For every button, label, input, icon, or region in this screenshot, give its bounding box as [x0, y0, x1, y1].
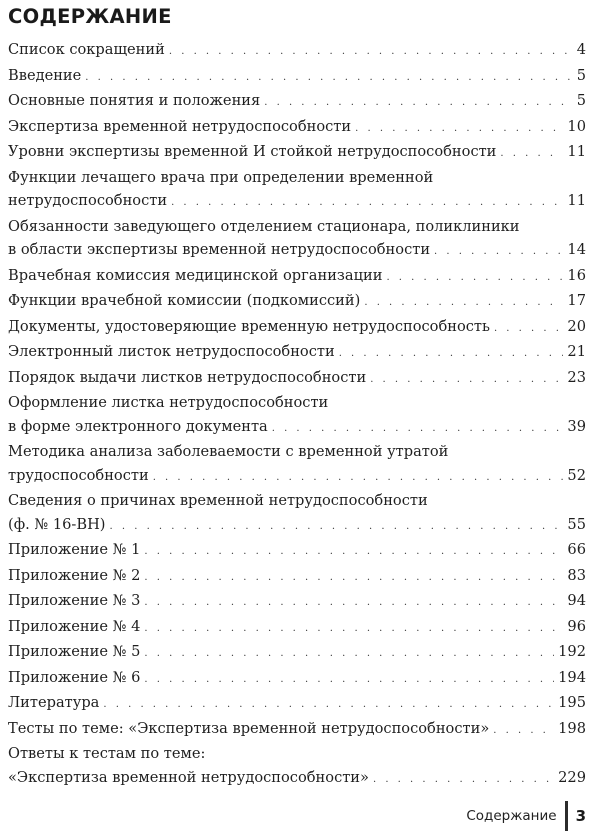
toc-entry-title-line: Ответы к тестам по теме: [8, 745, 206, 762]
dot-leader [153, 466, 564, 490]
toc-entry [8, 615, 586, 641]
toc-entry-title-line: Основные понятия и положения [8, 92, 261, 109]
toc-entry-title-line: нетрудоспособности [8, 192, 168, 209]
toc-entry-row [8, 766, 586, 792]
toc-entry [8, 89, 586, 115]
toc-page-number: 198 [558, 719, 586, 737]
toc-entry-title-line: Приложение № 4 [8, 617, 141, 635]
toc-entry-row [8, 589, 586, 615]
toc-entry-title-line: Список сокращений [8, 41, 165, 58]
toc-page-number: 14 [567, 241, 586, 258]
toc-entry-title-line: Методика анализа заболеваемости с временной утратой [8, 443, 449, 460]
toc-entry-title-line: Оформление листка нетрудоспособности [8, 394, 329, 411]
toc-entry [8, 489, 586, 538]
toc-entry-title-line: Приложение № 6 [8, 668, 141, 686]
dot-leader [144, 617, 563, 641]
toc-entry [8, 166, 586, 215]
toc-entry [8, 64, 586, 90]
dot-leader [144, 540, 563, 564]
toc-entry-title-line: Приложение № 2 [8, 566, 141, 584]
toc-entry-title-line: Врачебная комиссия медицинской организации [8, 266, 383, 284]
toc-entry [8, 140, 586, 166]
toc-entry-row [8, 464, 586, 490]
toc-page-number: 195 [558, 694, 586, 711]
toc-entry-row [8, 691, 586, 717]
toc-page-number: 5 [576, 92, 586, 109]
toc-page-number: 83 [567, 566, 586, 584]
toc-entry [8, 315, 586, 341]
dot-leader [110, 515, 564, 539]
toc-page-number: 96 [567, 617, 586, 635]
toc-page-number: 39 [567, 417, 586, 435]
toc-page-number: 4 [576, 41, 586, 58]
dot-leader [144, 591, 563, 615]
table-of-contents [8, 38, 586, 791]
toc-entry-title-line: Приложение № 5 [8, 643, 141, 660]
toc-entry-title-line: Экспертиза временной нетрудоспособности [8, 117, 352, 135]
toc-page-number: 55 [567, 515, 586, 533]
dot-leader [144, 566, 563, 590]
toc-entry [8, 391, 586, 440]
toc-entry [8, 366, 586, 392]
toc-entry [8, 538, 586, 564]
toc-page-number: 11 [567, 143, 586, 160]
toc-entry-title-line: в форме электронного документа [8, 417, 268, 435]
toc-entry [8, 289, 586, 315]
toc-entry-row [8, 564, 586, 590]
dot-leader [103, 693, 554, 717]
dot-leader [494, 317, 563, 341]
dot-leader [144, 668, 554, 692]
toc-entry [8, 742, 586, 791]
toc-entry [8, 440, 586, 489]
toc-entry-title-line: Документы, удостоверяющие временную нетрудоспособность [8, 317, 490, 335]
toc-entry-title-line: Приложение № 1 [8, 541, 141, 558]
dot-leader [144, 642, 554, 666]
toc-entry-title-line: Функции лечащего врача при определении временной [8, 168, 434, 186]
page-footer [466, 801, 586, 831]
toc-entry [8, 589, 586, 615]
toc-entry-row [8, 64, 586, 90]
toc-entry-title-line: Литература [8, 694, 100, 711]
toc-entry-row [8, 513, 586, 539]
toc-entry-title-line: Электронный листок нетрудоспособности [8, 343, 335, 360]
toc-page-number: 5 [576, 66, 586, 84]
toc-entry-row [8, 615, 586, 641]
dot-leader [355, 117, 563, 141]
dot-leader [171, 191, 563, 215]
toc-entry-row [8, 538, 586, 564]
dot-leader [169, 40, 573, 64]
toc-entry-title-line: «Экспертиза временной нетрудоспособности» [8, 768, 369, 786]
toc-entry-row [8, 315, 586, 341]
dot-leader [370, 368, 563, 392]
dot-leader [500, 142, 563, 166]
toc-entry [8, 691, 586, 717]
toc-entry-title-line: Введение [8, 66, 82, 84]
dot-leader [434, 240, 563, 264]
page-number: 3 [575, 807, 586, 825]
toc-entry-row [8, 264, 586, 290]
toc-entry-row [8, 189, 586, 215]
page-title: СОДЕРЖАНИЕ [8, 5, 172, 28]
toc-entry-title-line: Приложение № 3 [8, 592, 141, 609]
toc-page-number: 11 [567, 192, 586, 209]
toc-page-number: 20 [567, 317, 586, 335]
toc-entry-row [8, 340, 586, 366]
toc-entry-title-line: в области экспертизы временной нетрудоспособности [8, 241, 431, 258]
toc-entry-row [8, 89, 586, 115]
dot-leader [272, 417, 564, 441]
toc-page-number: 66 [567, 541, 586, 558]
toc-entry-row [8, 140, 586, 166]
toc-entry-row [8, 717, 586, 743]
dot-leader [493, 719, 554, 743]
dot-leader [85, 66, 572, 90]
toc-entry-row [8, 666, 586, 692]
toc-entry-title-line: Сведения о причинах временной нетрудоспособности [8, 492, 428, 509]
toc-entry [8, 38, 586, 64]
toc-entry [8, 666, 586, 692]
toc-entry-title-line: Обязанности заведующего отделением стационара, поликлиники [8, 217, 520, 235]
toc-entry-row [8, 640, 586, 666]
toc-entry-row [8, 115, 586, 141]
toc-page-number: 23 [567, 368, 586, 386]
toc-entry-title-line: Функции врачебной комиссии (подкомиссий) [8, 292, 361, 309]
dot-leader [373, 768, 554, 792]
running-header-label: Содержание [466, 808, 557, 824]
dot-leader [264, 91, 572, 115]
toc-entry-title-line: Порядок выдачи листков нетрудоспособности [8, 368, 367, 386]
toc-entry [8, 215, 586, 264]
toc-page-number: 229 [558, 768, 586, 786]
toc-entry-row [8, 38, 586, 64]
toc-page-number: 10 [567, 117, 586, 135]
toc-page-number: 21 [567, 343, 586, 360]
toc-entry [8, 264, 586, 290]
toc-page-number: 94 [567, 592, 586, 609]
toc-entry-title-line: Уровни экспертизы временной И стойкой нетрудоспособности [8, 143, 497, 160]
toc-entry [8, 640, 586, 666]
dot-leader [386, 266, 563, 290]
toc-entry-title-line: трудоспособности [8, 466, 149, 484]
toc-page-number: 17 [567, 292, 586, 309]
toc-entry [8, 717, 586, 743]
toc-entry-title-line: (ф. № 16-ВН) [8, 515, 106, 533]
toc-entry-row [8, 366, 586, 392]
toc-page-number: 194 [558, 668, 586, 686]
toc-entry-title-line: Тесты по теме: «Экспертиза временной нетрудоспособности» [8, 719, 490, 737]
toc-entry [8, 564, 586, 590]
toc-page-number: 192 [558, 643, 586, 660]
dot-leader [364, 291, 563, 315]
toc-entry [8, 115, 586, 141]
toc-entry-row [8, 238, 586, 264]
toc-entry-row [8, 415, 586, 441]
toc-page-number: 52 [567, 466, 586, 484]
toc-entry-row [8, 289, 586, 315]
toc-entry [8, 340, 586, 366]
dot-leader [339, 342, 564, 366]
toc-page-number: 16 [567, 266, 586, 284]
